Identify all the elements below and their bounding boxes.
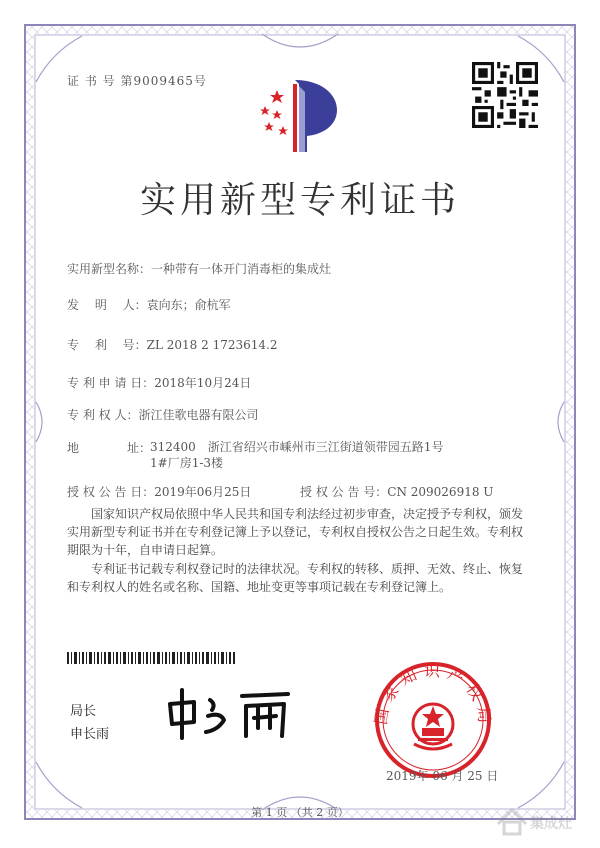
patent-office-emblem-icon xyxy=(255,76,343,154)
field-inventors xyxy=(67,296,231,313)
field-grant-pub-number xyxy=(300,483,493,500)
field-grant-date xyxy=(67,483,251,500)
field-label: 授 权 公 告 号： xyxy=(300,485,388,499)
field-value: 2019年06月25日 xyxy=(154,485,252,499)
field-value: CN 209026918 U xyxy=(387,485,494,499)
svg-text:集成灶: 集成灶 xyxy=(530,816,572,832)
field-value: 2018年10月24日 xyxy=(154,376,252,390)
page-number: 第 1 页 （共 2 页） xyxy=(251,806,349,819)
director-signature-icon xyxy=(160,682,300,742)
field-label: 专 利 权 人： xyxy=(67,408,139,422)
certificate-title: 实用新型专利证书 xyxy=(139,180,460,221)
field-label: 实用新型名称： xyxy=(67,262,152,276)
field-label: 发 明 人： xyxy=(67,298,147,312)
field-label: 地 址： xyxy=(67,441,152,455)
field-value: 袁向东；俞杭军 xyxy=(146,298,231,312)
field-label: 专 利 申 请 日： xyxy=(67,376,155,390)
field-label: 授 权 公 告 日： xyxy=(67,485,155,499)
barcode-icon xyxy=(67,652,235,664)
certificate-number: 证 书 号 第9009465号 xyxy=(67,74,207,88)
qr-code-icon[interactable] xyxy=(472,62,538,128)
field-label: 专 利 号： xyxy=(67,338,147,352)
field-value: 一种带有一体开门消毒柜的集成灶 xyxy=(151,262,332,276)
watermark-logo-icon xyxy=(492,798,582,838)
declaration-paragraph-2: 专利证书记载专利权登记时的法律状况。专利权的转移、质押、无效、终止、恢复和专利权人的姓名或名称、国籍、地址变更等事项记载在专利登记簿上。 xyxy=(67,562,524,594)
field-utility-model-name xyxy=(67,260,331,277)
field-value: ZL 2018 2 1723614.2 xyxy=(146,338,278,352)
official-seal-icon xyxy=(368,660,498,780)
declaration-paragraph-1: 国家知识产权局依照中华人民共和国专利法经过初步审查，决定授予专利权，颁发实用新型专利证书并在专利登记簿上予以登记，专利权自授权公告之日起生效。专利权期限为十年，自申请日起算。 xyxy=(67,507,524,557)
svg-text:国家知识产权局: 国家知识产权局 xyxy=(371,661,495,730)
field-address-value: 312400 浙江省绍兴市嵊州市三江街道领带园五路1号1#厂房1-3楼 xyxy=(150,440,444,470)
director-name: 申长雨 xyxy=(70,727,110,742)
field-patentee xyxy=(67,406,258,423)
field-application-date xyxy=(67,374,251,391)
field-value: 浙江佳歌电器有限公司 xyxy=(138,408,259,422)
director-title: 局长 xyxy=(70,704,97,719)
field-address-label xyxy=(67,439,151,456)
field-patent-number xyxy=(67,336,277,353)
seal-date: 2019年 06 月 25 日 xyxy=(386,769,499,783)
